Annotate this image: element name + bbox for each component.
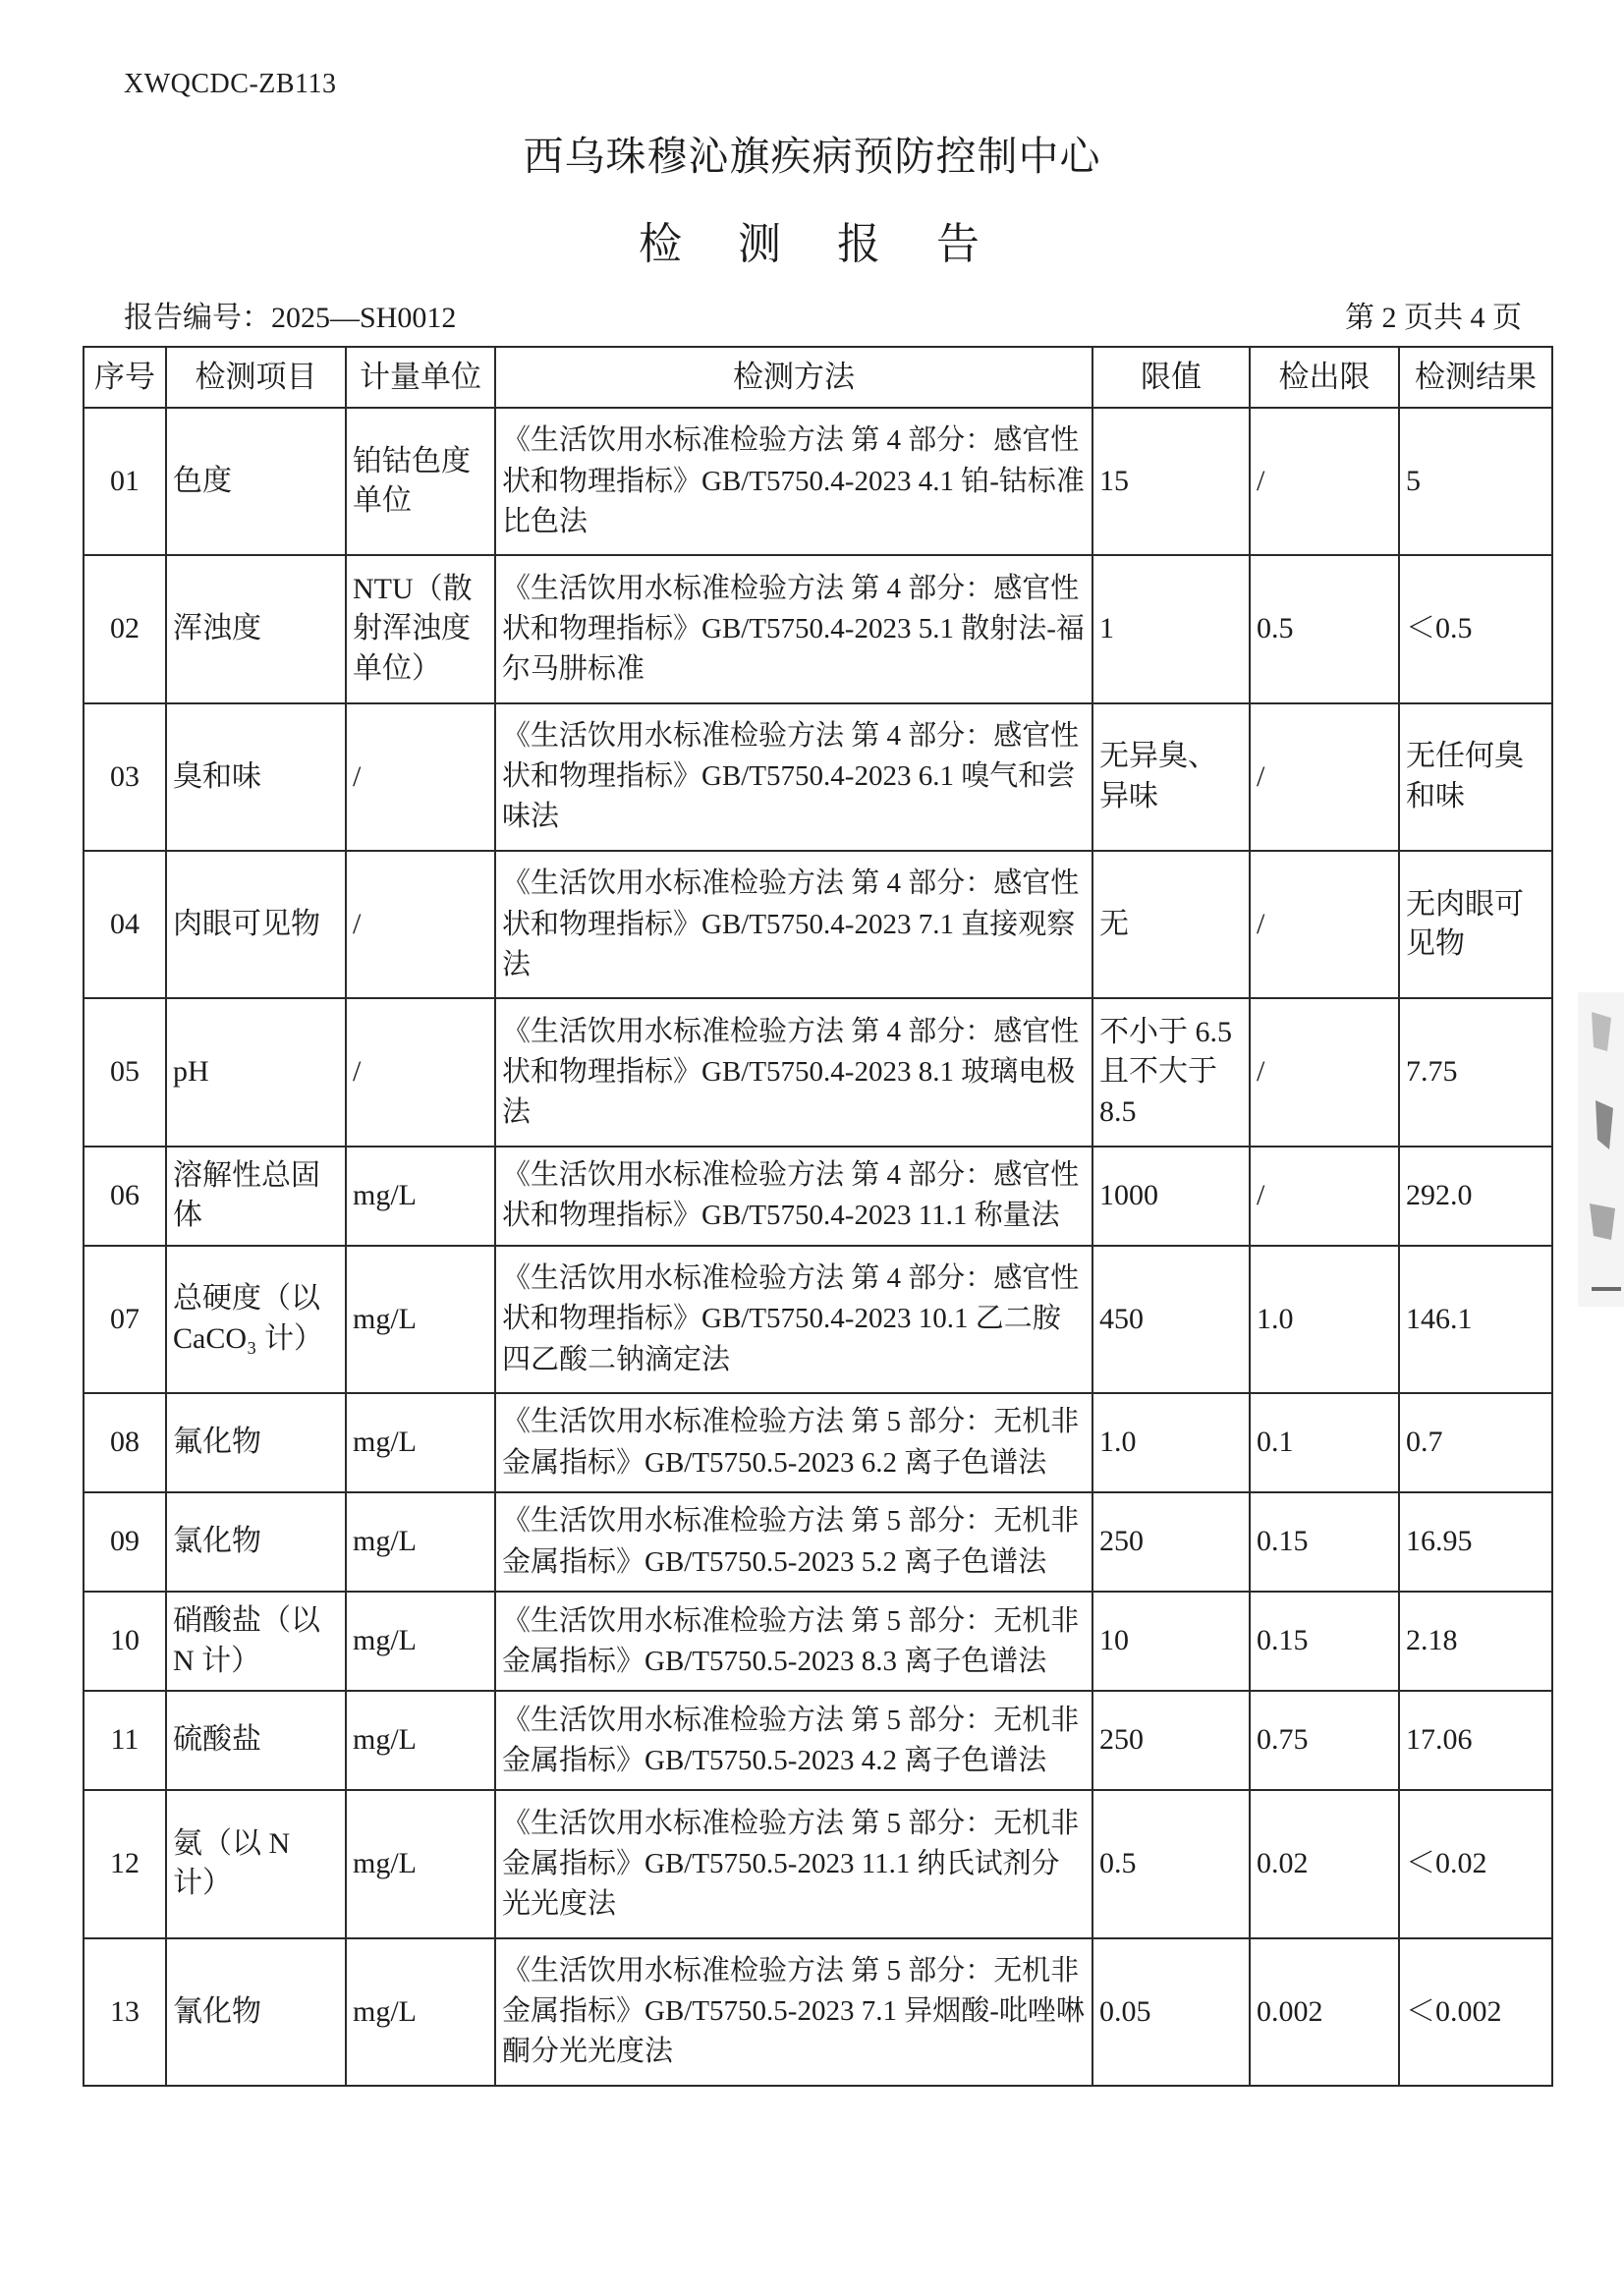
cell-limit: 250 [1092,1492,1250,1592]
table-row [84,703,1552,851]
cell-limit: 0.05 [1092,1938,1250,2086]
cell-item: 总硬度（以 CaCO₃ 计） [166,1246,346,1393]
cell-detection-limit: 1.0 [1250,1246,1399,1393]
cell-method: 《生活饮用水标准检验方法 第 5 部分：无机非金属指标》GB/T5750.5-2023 7.1 异烟酸-吡唑啉酮分光光度法 [495,1938,1092,2086]
cell-detection-limit: / [1250,703,1399,851]
cell-method: 《生活饮用水标准检验方法 第 5 部分：无机非金属指标》GB/T5750.5-2023 6.2 离子色谱法 [495,1393,1092,1492]
cell-unit: 铂钴色度单位 [346,408,495,555]
cell-unit: mg/L [346,1592,495,1691]
cell-no: 01 [84,408,166,555]
cell-result: ＜0.002 [1399,1938,1552,2086]
cell-unit: mg/L [346,1938,495,2086]
cell-unit: / [346,998,495,1146]
cell-item: 浑浊度 [166,555,346,702]
header-method: 检测方法 [495,347,1092,408]
table-row [84,998,1552,1146]
cell-result: 5 [1399,408,1552,555]
cell-limit: 0.5 [1092,1790,1250,1937]
cell-result: 146.1 [1399,1246,1552,1393]
cell-limit: 1000 [1092,1147,1250,1246]
header-result: 检测结果 [1399,347,1552,408]
cell-result: ＜0.5 [1399,555,1552,702]
cell-unit: mg/L [346,1691,495,1790]
table-row [84,1393,1552,1492]
header-limit: 限值 [1092,347,1250,408]
cell-result: 0.7 [1399,1393,1552,1492]
cell-item: 氨（以 N 计） [166,1790,346,1937]
cell-limit: 250 [1092,1691,1250,1790]
cell-detection-limit: 0.5 [1250,555,1399,702]
cell-method: 《生活饮用水标准检验方法 第 4 部分：感官性状和物理指标》GB/T5750.4-2023 10.1 乙二胺四乙酸二钠滴定法 [495,1246,1092,1393]
cell-item: 硝酸盐（以 N 计） [166,1592,346,1691]
cell-detection-limit: 0.1 [1250,1393,1399,1492]
cell-no: 06 [84,1147,166,1246]
cell-item: 色度 [166,408,346,555]
table-header-row [84,347,1552,408]
cell-detection-limit: 0.15 [1250,1592,1399,1691]
cell-no: 10 [84,1592,166,1691]
organization-name: 西乌珠穆沁旗疾病预防控制中心 [523,134,1101,179]
cell-limit: 无异臭、异味 [1092,703,1250,851]
cell-result: 无任何臭和味 [1399,703,1552,851]
report-title: 检 测 报 告 [639,220,985,268]
cell-limit: 1.0 [1092,1393,1250,1492]
cell-unit: / [346,851,495,998]
cell-method: 《生活饮用水标准检验方法 第 4 部分：感官性状和物理指标》GB/T5750.4-2023 7.1 直接观察法 [495,851,1092,998]
cell-no: 02 [84,555,166,702]
table-row [84,1938,1552,2086]
cell-method: 《生活饮用水标准检验方法 第 5 部分：无机非金属指标》GB/T5750.5-2023 8.3 离子色谱法 [495,1592,1092,1691]
table-row [84,1790,1552,1937]
cell-unit: / [346,703,495,851]
cell-limit: 15 [1092,408,1250,555]
cell-no: 13 [84,1938,166,2086]
cell-unit: mg/L [346,1790,495,1937]
table-row [84,555,1552,702]
cell-item: 溶解性总固体 [166,1147,346,1246]
cell-detection-limit: 0.75 [1250,1691,1399,1790]
table-row [84,1246,1552,1393]
cell-no: 04 [84,851,166,998]
table-row [84,1691,1552,1790]
results-table [83,346,1553,2087]
cell-detection-limit: 0.002 [1250,1938,1399,2086]
cell-result: 16.95 [1399,1492,1552,1592]
header-detection-limit: 检出限 [1250,347,1399,408]
cell-detection-limit: / [1250,851,1399,998]
table-body [84,408,1552,2086]
cell-method: 《生活饮用水标准检验方法 第 4 部分：感官性状和物理指标》GB/T5750.4-2023 8.1 玻璃电极法 [495,998,1092,1146]
cell-method: 《生活饮用水标准检验方法 第 5 部分：无机非金属指标》GB/T5750.5-2023 5.2 离子色谱法 [495,1492,1092,1592]
table-row [84,1147,1552,1246]
cell-item: 硫酸盐 [166,1691,346,1790]
cell-item: pH [166,998,346,1146]
cell-limit: 1 [1092,555,1250,702]
cell-result: 17.06 [1399,1691,1552,1790]
cell-detection-limit: / [1250,408,1399,555]
header-item: 检测项目 [166,347,346,408]
cell-limit: 450 [1092,1246,1250,1393]
cell-item: 臭和味 [166,703,346,851]
cell-method: 《生活饮用水标准检验方法 第 4 部分：感官性状和物理指标》GB/T5750.4-2023 4.1 铂-钴标准比色法 [495,408,1092,555]
cell-result: 292.0 [1399,1147,1552,1246]
cell-method: 《生活饮用水标准检验方法 第 4 部分：感官性状和物理指标》GB/T5750.4-2023 11.1 称量法 [495,1147,1092,1246]
cell-no: 11 [84,1691,166,1790]
cell-limit: 10 [1092,1592,1250,1691]
cell-limit: 无 [1092,851,1250,998]
table-row [84,1592,1552,1691]
cell-unit: mg/L [346,1492,495,1592]
cell-unit: NTU（散射浑浊度单位） [346,555,495,702]
cell-detection-limit: / [1250,1147,1399,1246]
cell-detection-limit: / [1250,998,1399,1146]
table-row [84,1492,1552,1592]
cell-method: 《生活饮用水标准检验方法 第 4 部分：感官性状和物理指标》GB/T5750.4-2023 6.1 嗅气和尝味法 [495,703,1092,851]
cell-method: 《生活饮用水标准检验方法 第 4 部分：感官性状和物理指标》GB/T5750.4-2023 5.1 散射法-福尔马肼标准 [495,555,1092,702]
cell-method: 《生活饮用水标准检验方法 第 5 部分：无机非金属指标》GB/T5750.5-2023 11.1 纳氏试剂分光光度法 [495,1790,1092,1937]
cell-no: 08 [84,1393,166,1492]
cell-result: ＜0.02 [1399,1790,1552,1937]
cell-item: 氯化物 [166,1492,346,1592]
cell-result: 无肉眼可见物 [1399,851,1552,998]
cell-limit: 不小于 6.5 且不大于 8.5 [1092,998,1250,1146]
header-unit: 计量单位 [346,347,495,408]
cell-unit: mg/L [346,1246,495,1393]
cell-detection-limit: 0.15 [1250,1492,1399,1592]
page-indicator: 第 2 页共 4 页 [1345,302,1522,334]
seal-fragment-icon [1572,982,1624,1316]
cell-no: 09 [84,1492,166,1592]
cell-item: 氟化物 [166,1393,346,1492]
cell-unit: mg/L [346,1147,495,1246]
table-row [84,408,1552,555]
cell-result: 7.75 [1399,998,1552,1146]
cell-item: 氰化物 [166,1938,346,2086]
cell-no: 03 [84,703,166,851]
cell-result: 2.18 [1399,1592,1552,1691]
cell-item: 肉眼可见物 [166,851,346,998]
cell-no: 12 [84,1790,166,1937]
cell-no: 05 [84,998,166,1146]
cell-detection-limit: 0.02 [1250,1790,1399,1937]
report-number: 报告编号：2025—SH0012 [124,302,457,334]
cell-unit: mg/L [346,1393,495,1492]
header-no: 序号 [84,347,166,408]
document-code: XWQCDC-ZB113 [124,69,337,99]
cell-method: 《生活饮用水标准检验方法 第 5 部分：无机非金属指标》GB/T5750.5-2023 4.2 离子色谱法 [495,1691,1092,1790]
cell-no: 07 [84,1246,166,1393]
table-row [84,851,1552,998]
